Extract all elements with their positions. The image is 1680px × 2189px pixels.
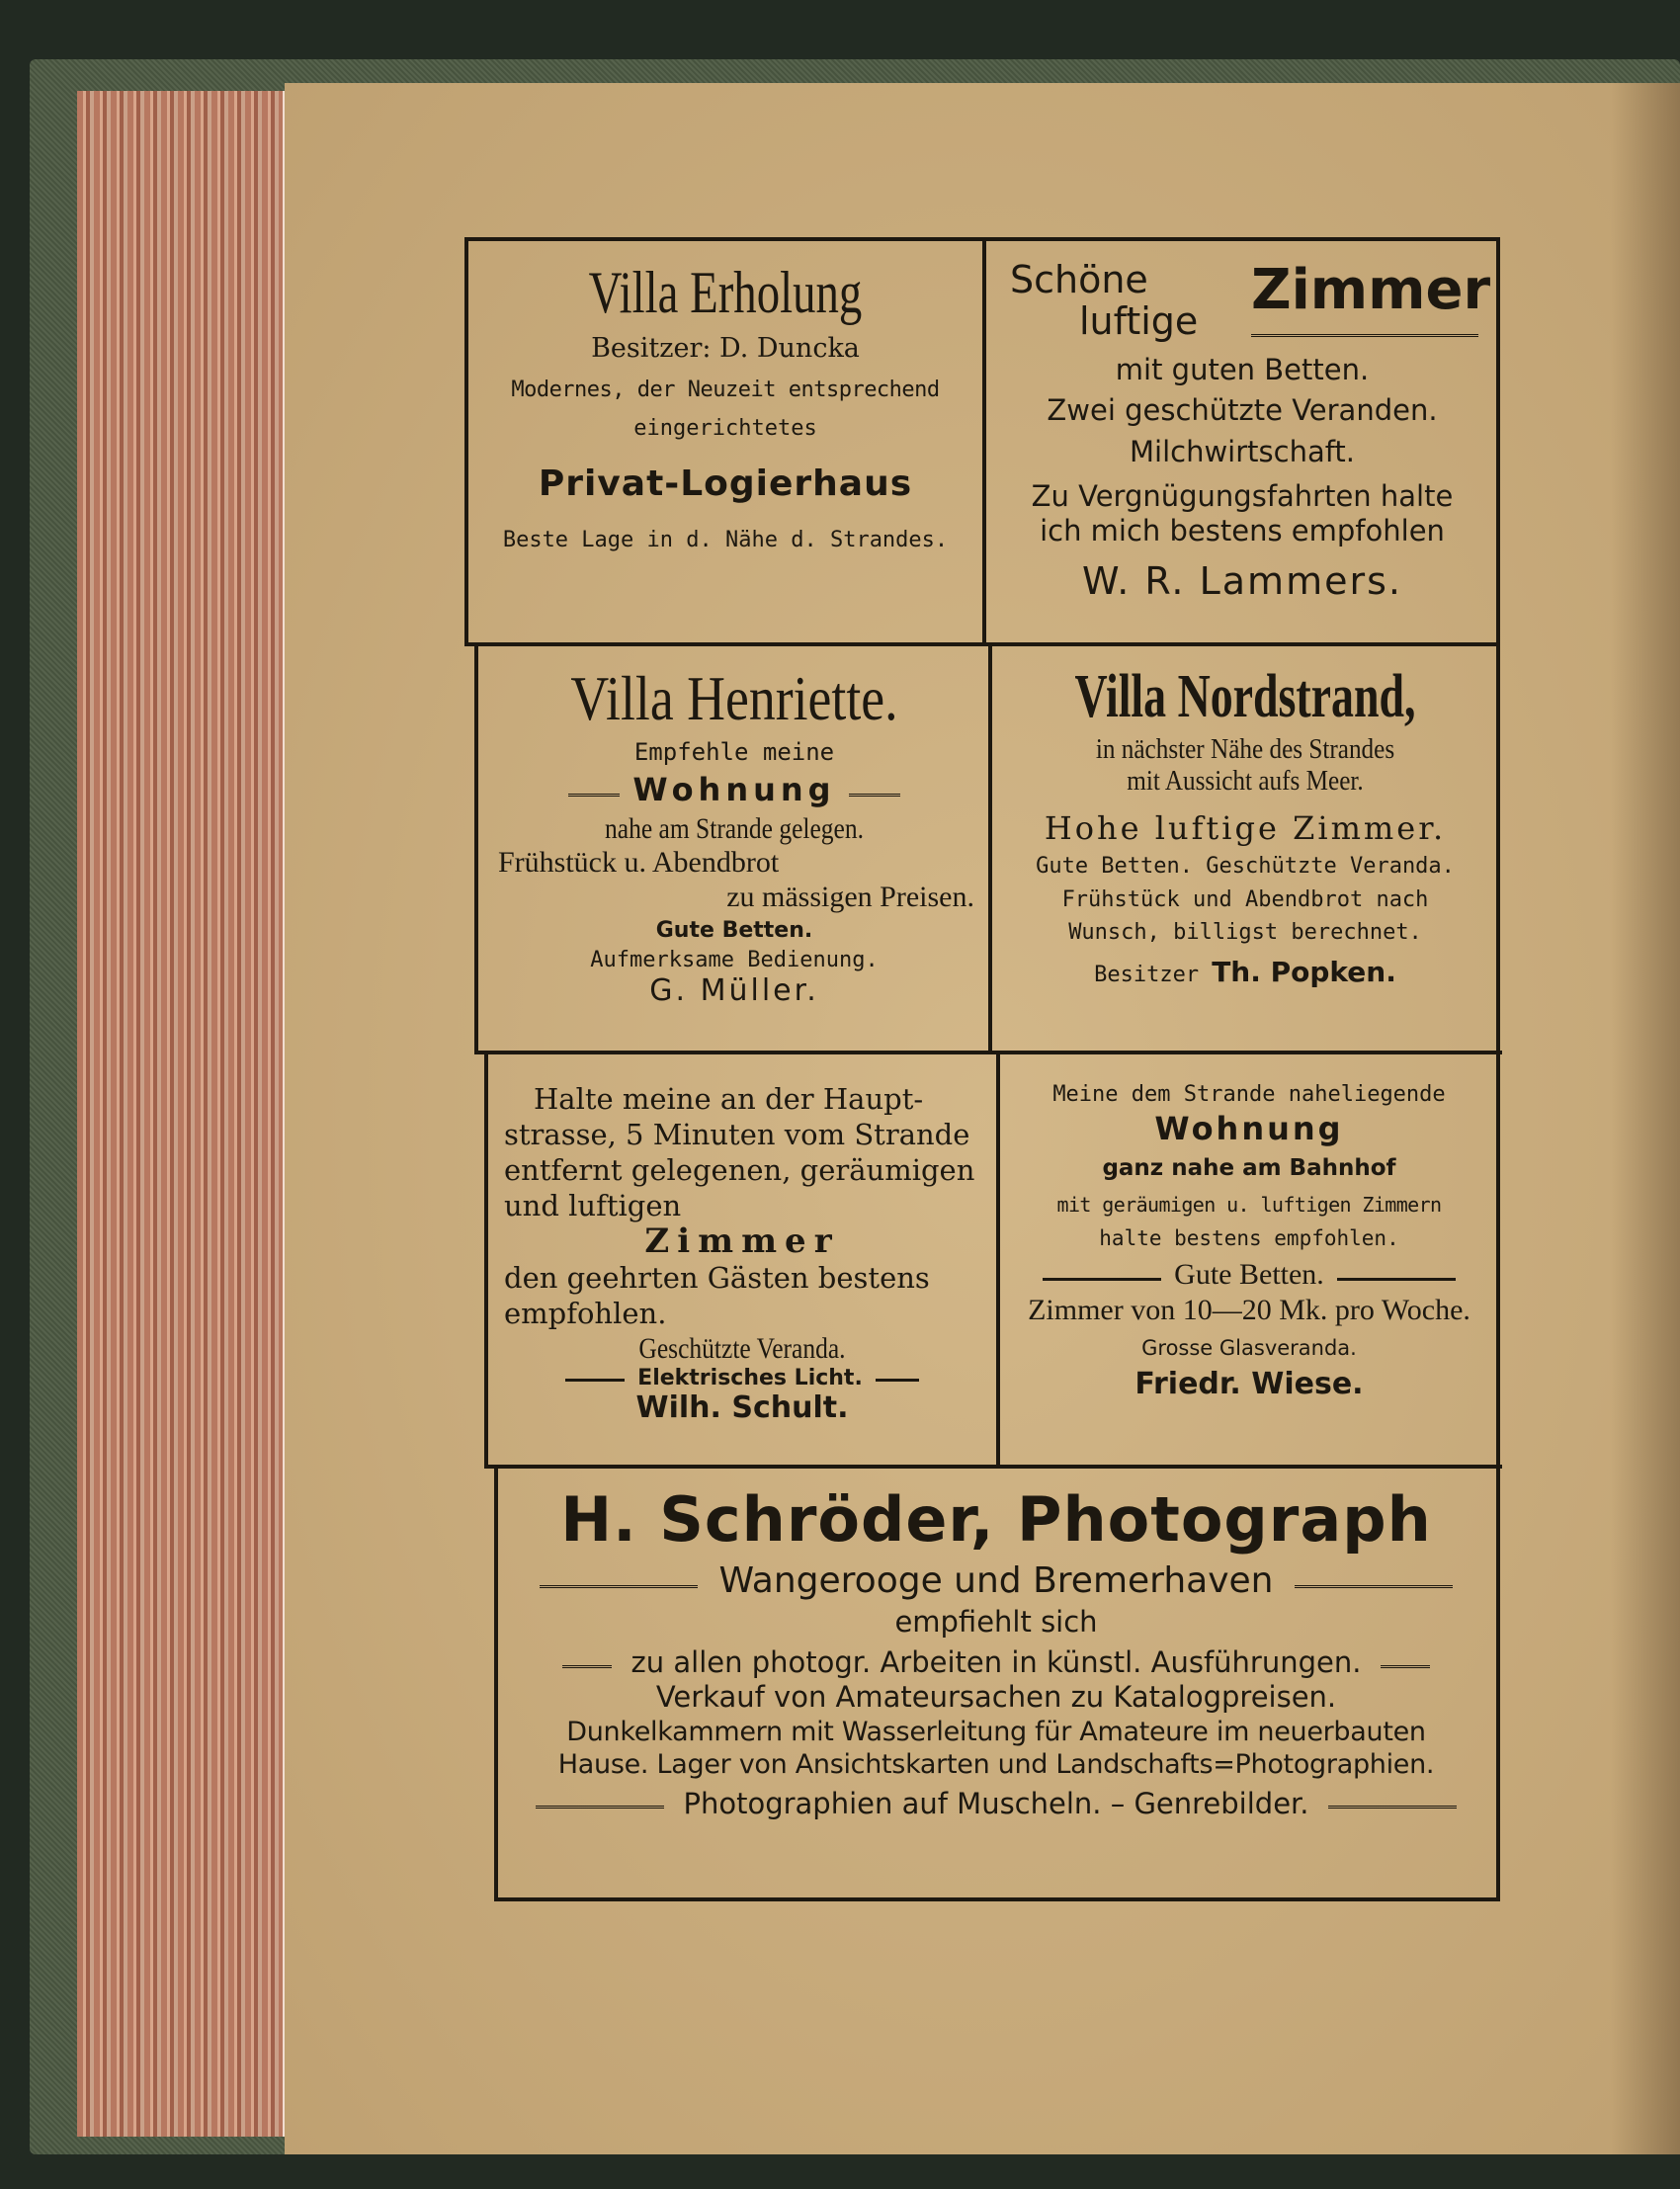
rule-mid-3: [996, 1051, 1000, 1466]
double-rule: [1251, 334, 1478, 340]
rule-dash: [1043, 1278, 1161, 1281]
ad-text: Aufmerksame Bedienung.: [590, 947, 879, 972]
ad-schroeder-photograph: [498, 1484, 1494, 1820]
rule-dash: [876, 1379, 919, 1382]
double-rule: [562, 1665, 612, 1671]
rule-row3: [484, 1465, 1502, 1469]
ad-text: Geschützte Veranda.: [638, 1331, 846, 1365]
ad-text: Elektrisches Licht.: [637, 1366, 863, 1391]
ad-text: Hohe luftige Zimmer.: [1044, 808, 1447, 847]
rule-mid-1: [982, 237, 986, 642]
ad-wiese-wohnung: [1002, 1082, 1496, 1401]
double-rule: [536, 1806, 664, 1811]
double-rule: [540, 1585, 698, 1591]
ad-text: in nächster Nähe des Strandes: [1095, 734, 1395, 766]
rule-right: [1496, 237, 1500, 1897]
ad-text: Grosse Glasveranda.: [1141, 1335, 1357, 1360]
ad-lammers-zimmer: [992, 259, 1492, 603]
ad-owner: Th. Popken.: [1212, 956, 1396, 989]
ad-text: Schöne: [1010, 258, 1148, 301]
ad-text: Meine dem Strande naheliegende: [1052, 1082, 1446, 1107]
rule-row2: [474, 1051, 1502, 1054]
advertisement-grid: [464, 237, 1500, 1902]
double-rule: [1328, 1806, 1457, 1811]
ad-keyword: Wohnung: [1154, 1110, 1344, 1148]
rule-mid-2: [988, 642, 992, 1051]
ad-text: den geehrten Gästen bestens: [504, 1260, 930, 1295]
ad-text: mit geräumigen u. luftigen Zimmern: [1056, 1192, 1442, 1217]
page-gutter-shadow: [1611, 83, 1680, 2154]
double-rule: [849, 794, 900, 800]
rule-row1: [464, 642, 1500, 646]
ad-text: Zwei geschützte Veranden.: [1047, 393, 1438, 428]
ad-text: strasse, 5 Minuten vom Strande: [504, 1117, 970, 1151]
ad-text: Photographien auf Muscheln. – Genrebilder.: [683, 1786, 1309, 1820]
ad-text: zu allen photogr. Arbeiten in künstl. Ausführungen.: [630, 1645, 1362, 1680]
ad-text: Zimmer von 10—20 Mk. pro Woche.: [1028, 1294, 1470, 1327]
ad-text: und luftigen: [504, 1188, 682, 1222]
ad-villa-henriette: [482, 662, 986, 1009]
double-rule: [1295, 1585, 1453, 1591]
double-rule: [568, 794, 620, 800]
ad-title: Villa Nordstrand,: [1074, 663, 1416, 730]
ad-text: Zu Vergnügungsfahrten halte: [1031, 479, 1454, 514]
rule-dash: [565, 1379, 625, 1382]
page-edges: [77, 91, 294, 2137]
ad-text: Frühstück u. Abendbrot: [498, 846, 780, 880]
ad-owner-label: Besitzer: [1094, 963, 1200, 988]
ad-owner: Wilh. Schult.: [635, 1389, 849, 1425]
ad-text: Beste Lage in d. Nähe d. Strandes.: [502, 528, 949, 553]
rule-left-3: [484, 1051, 488, 1466]
ad-text: empfiehlt sich: [894, 1604, 1098, 1639]
ad-text: zu mässigen Preisen.: [726, 880, 974, 913]
double-rule: [1381, 1665, 1430, 1671]
ad-villa-erholung: [472, 259, 978, 552]
rule-left-1: [464, 237, 468, 642]
ad-text: Wunsch, billigst berechnet.: [1068, 920, 1422, 946]
ad-text: Wangerooge und Bremerhaven: [718, 1560, 1274, 1602]
ad-text: Gute Betten.: [1174, 1257, 1324, 1291]
ad-keyword: Zimmer: [644, 1221, 840, 1261]
ad-title: Zimmer: [1251, 258, 1491, 322]
ad-villa-nordstrand: [998, 662, 1492, 989]
ad-text: Hause. Lager von Ansichtskarten und Landschafts=Photographien.: [557, 1748, 1435, 1780]
ad-schult-zimmer: [494, 1082, 990, 1425]
ad-text: entfernt gelegenen, geräumigen: [504, 1152, 975, 1187]
ad-text: Dunkelkammern mit Wasserleitung für Amateure im neuerbauten: [566, 1716, 1426, 1747]
ad-keyword: Wohnung: [632, 771, 836, 809]
ad-owner: W. R. Lammers.: [1082, 558, 1402, 603]
ad-owner: G. Müller.: [649, 973, 819, 1009]
rule-dash: [1337, 1278, 1456, 1281]
ad-text: mit guten Betten.: [1115, 353, 1370, 386]
ad-text: Verkauf von Amateursachen zu Katalogpreisen.: [655, 1680, 1337, 1715]
ad-text: Halte meine an der Haupt-: [534, 1082, 924, 1116]
ad-owner: Friedr. Wiese.: [1134, 1366, 1364, 1401]
ad-text: ganz nahe am Bahnhof: [1102, 1155, 1396, 1182]
ad-title: Villa Erholung: [588, 260, 863, 325]
rule-bottom: [494, 1897, 1500, 1901]
ad-text: mit Aussicht aufs Meer.: [1127, 766, 1364, 798]
ad-text: Gute Betten.: [655, 918, 813, 944]
ad-text: nahe am Strande gelegen.: [605, 811, 864, 845]
ad-title: Villa Henriette.: [570, 663, 898, 733]
ad-text: ich mich bestens empfohlen: [1040, 514, 1445, 548]
ad-owner: Besitzer: D. Duncka: [591, 333, 860, 364]
ad-text: Modernes, der Neuzeit entsprechend: [511, 378, 940, 403]
ad-text: Gute Betten. Geschützte Veranda.: [1036, 854, 1455, 880]
ad-title: H. Schröder, Photograph: [560, 1483, 1432, 1556]
ad-text: Milchwirtschaft.: [1129, 434, 1356, 468]
ad-text: empfohlen.: [504, 1296, 667, 1330]
ad-text: Frühstück und Abendbrot nach: [1061, 886, 1429, 912]
ad-text: eingerichtetes: [633, 416, 817, 442]
ad-text: Empfehle meine: [633, 737, 835, 766]
ad-text: halte bestens empfohlen.: [1099, 1225, 1399, 1250]
ad-text: luftige: [1079, 299, 1199, 343]
ad-business-type: Privat-Logierhaus: [538, 463, 913, 504]
rule-left-2: [474, 642, 478, 1051]
